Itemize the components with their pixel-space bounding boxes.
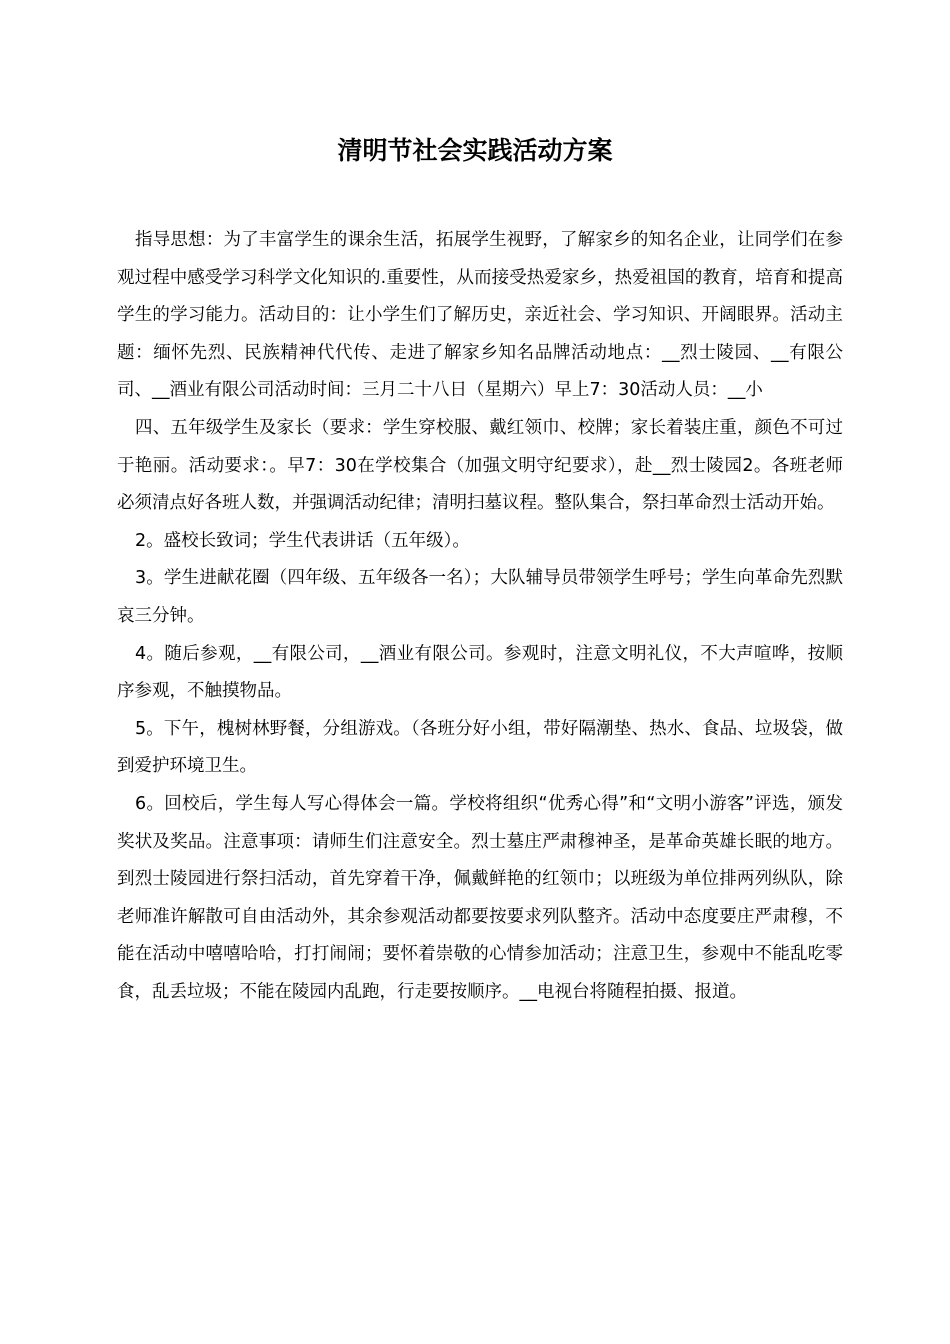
document-body: [117, 222, 843, 1011]
paragraph-guiding-ideas: 指导思想：为了丰富学生的课余生活，拓展学生视野，了解家乡的知名企业，让同学们在参观过程中感受学习科学文化知识的.重要性，从而接受热爱家乡，热爱祖国的教育，培育和提高学生的学习能力。活动目的：让小学生们了解历史，亲近社会、学习知识、开阔眼界。活动主题：缅怀先烈、民族精神代代传、走进了解家乡知名品牌活动地点：__烈士陵园、__有限公司、__酒业有限公司活动时间：三月二十八日（星期六）早上7：30活动人员：__小: [117, 230, 843, 401]
paragraph-participants-requirements: 四、五年级学生及家长（要求：学生穿校服、戴红领巾、校牌；家长着装庄重，颜色不可过于艳丽。活动要求：。早7：30在学校集合（加强文明守纪要求），赴__烈士陵园2。各班老师必须清点好各班人数，并强调活动纪律；清明扫墓议程。整队集合，祭扫革命烈士活动开始。: [117, 417, 843, 514]
paragraph-step-6-notes: 6。回校后，学生每人写心得体会一篇。学校将组织“优秀心得”和“文明小游客”评选，颁发奖状及奖品。注意事项：请师生们注意安全。烈士墓庄严肃穆神圣，是革命英雄长眠的地方。到烈士陵园进行祭扫活动，首先穿着干净，佩戴鲜艳的红领巾；以班级为单位排两列纵队，除老师准许解散可自由活动外，其余参观活动都要按要求列队整齐。活动中态度要庄严肃穆，不能在活动中嘻嘻哈哈，打打闹闹；要怀着崇敬的心情参加活动；注意卫生，参观中不能乱吃零食，乱丢垃圾；不能在陵园内乱跑，行走要按顺序。__电视台将随程拍摄、报道。: [117, 793, 843, 1002]
paragraph-step-5: 5。下午，槐树林野餐，分组游戏。（各班分好小组，带好隔潮垫、热水、食品、垃圾袋，做到爱护环境卫生。: [117, 718, 843, 777]
document-title: 清明节社会实践活动方案: [337, 136, 613, 165]
paragraph-step-4: 4。随后参观，__有限公司，__酒业有限公司。参观时，注意文明礼仪，不大声喧哗，按顺序参观，不触摸物品。: [117, 643, 843, 702]
paragraph-step-3: 3。学生进献花圈（四年级、五年级各一名）；大队辅导员带领学生呼号；学生向革命先烈默哀三分钟。: [117, 568, 843, 626]
paragraph-step-2: 2。盛校长致词；学生代表讲话（五年级）。: [135, 530, 470, 551]
